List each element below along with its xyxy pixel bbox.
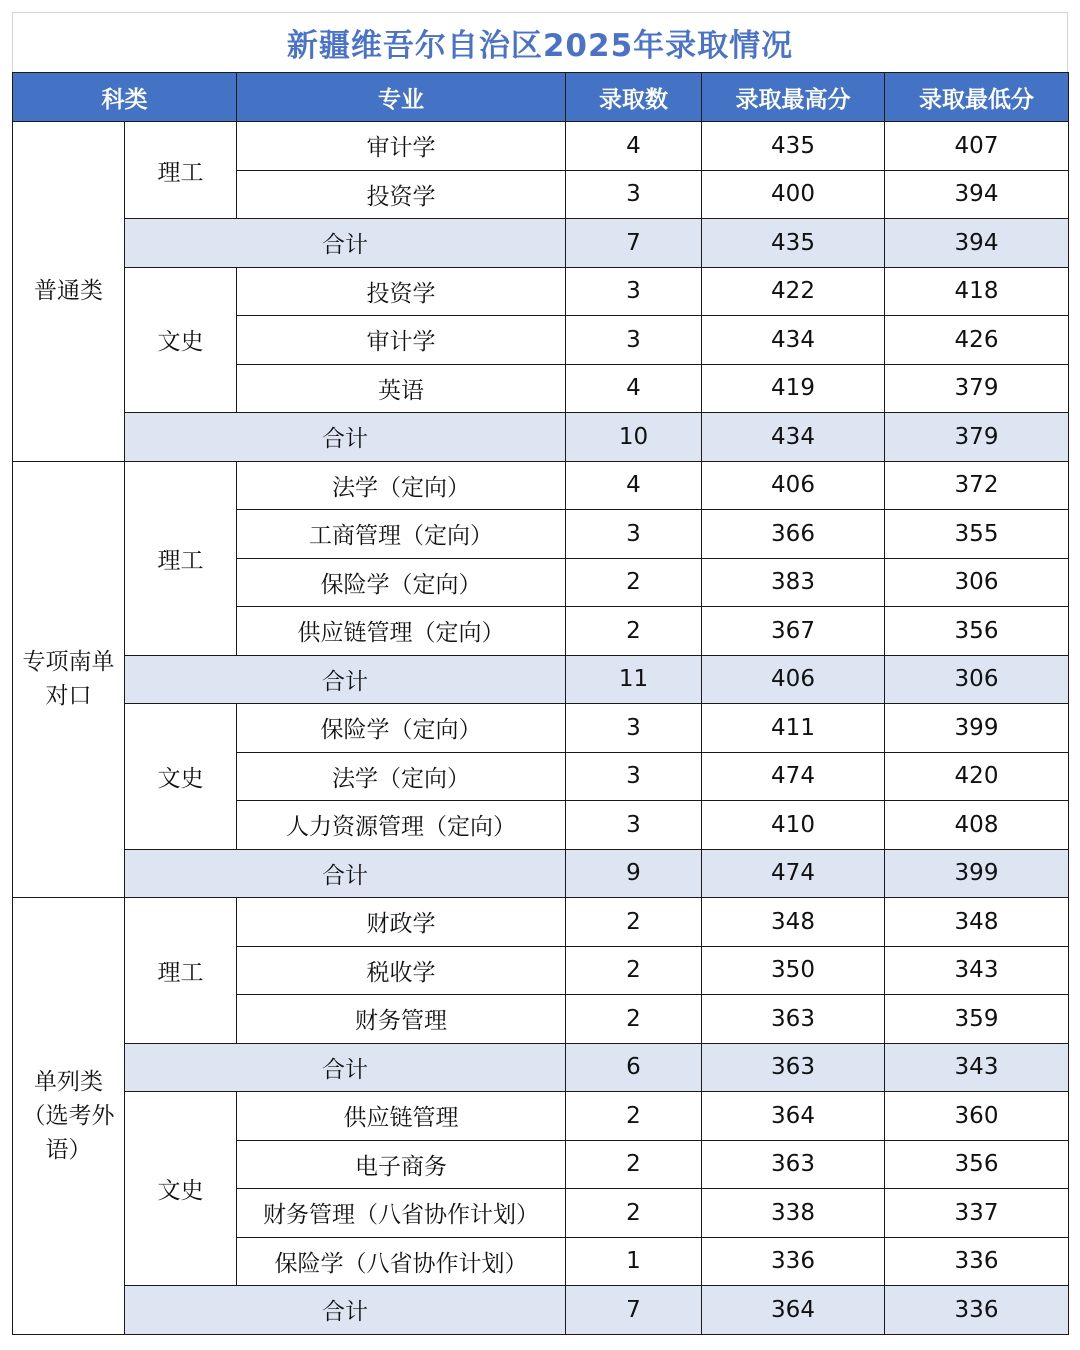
total-count-cell: 11 (566, 655, 702, 704)
min-score-cell: 394 (885, 170, 1069, 219)
min-score-cell: 399 (885, 704, 1069, 753)
header-min-score: 录取最低分 (885, 73, 1069, 122)
count-cell: 3 (566, 510, 702, 559)
page-title: 新疆维吾尔自治区2025年录取情况 (12, 12, 1068, 72)
total-row (13, 655, 1069, 704)
total-label: 合计 (125, 413, 566, 462)
major-cell: 税收学 (237, 946, 566, 995)
total-min-cell: 306 (885, 655, 1069, 704)
major-cell: 审计学 (237, 316, 566, 365)
max-score-cell: 400 (702, 170, 885, 219)
major-cell: 人力资源管理（定向） (237, 801, 566, 850)
min-score-cell: 343 (885, 946, 1069, 995)
max-score-cell: 410 (702, 801, 885, 850)
total-min-cell: 394 (885, 219, 1069, 268)
max-score-cell: 406 (702, 461, 885, 510)
track-cell: 文史 (125, 704, 237, 850)
max-score-cell: 364 (702, 1092, 885, 1141)
major-cell: 投资学 (237, 267, 566, 316)
count-cell: 2 (566, 946, 702, 995)
max-score-cell: 363 (702, 995, 885, 1044)
major-cell: 财务管理 (237, 995, 566, 1044)
total-row (13, 1286, 1069, 1335)
max-score-cell: 434 (702, 316, 885, 365)
total-label: 合计 (125, 219, 566, 268)
count-cell: 2 (566, 1092, 702, 1141)
track-cell: 文史 (125, 1092, 237, 1286)
min-score-cell: 356 (885, 607, 1069, 656)
track-cell: 理工 (125, 898, 237, 1044)
total-min-cell: 399 (885, 849, 1069, 898)
total-max-cell: 474 (702, 849, 885, 898)
max-score-cell: 411 (702, 704, 885, 753)
total-label: 合计 (125, 1043, 566, 1092)
max-score-cell: 383 (702, 558, 885, 607)
max-score-cell: 350 (702, 946, 885, 995)
max-score-cell: 474 (702, 752, 885, 801)
min-score-cell: 355 (885, 510, 1069, 559)
header-major: 专业 (237, 73, 566, 122)
major-cell: 审计学 (237, 122, 566, 171)
total-row (13, 849, 1069, 898)
major-cell: 保险学（定向） (237, 704, 566, 753)
category-cell: 单列类（选考外语） (13, 898, 125, 1335)
table-row (13, 1092, 1069, 1141)
table-row (13, 704, 1069, 753)
total-min-cell: 379 (885, 413, 1069, 462)
header-row (13, 73, 1069, 122)
count-cell: 2 (566, 898, 702, 947)
min-score-cell: 336 (885, 1237, 1069, 1286)
min-score-cell: 379 (885, 364, 1069, 413)
total-max-cell: 364 (702, 1286, 885, 1335)
major-cell: 保险学（八省协作计划） (237, 1237, 566, 1286)
min-score-cell: 360 (885, 1092, 1069, 1141)
min-score-cell: 372 (885, 461, 1069, 510)
total-count-cell: 7 (566, 219, 702, 268)
total-min-cell: 336 (885, 1286, 1069, 1335)
header-category: 科类 (13, 73, 237, 122)
major-cell: 电子商务 (237, 1140, 566, 1189)
total-max-cell: 363 (702, 1043, 885, 1092)
total-max-cell: 434 (702, 413, 885, 462)
count-cell: 2 (566, 607, 702, 656)
table-row (13, 898, 1069, 947)
major-cell: 供应链管理 (237, 1092, 566, 1141)
min-score-cell: 306 (885, 558, 1069, 607)
major-cell: 工商管理（定向） (237, 510, 566, 559)
count-cell: 4 (566, 122, 702, 171)
table-body (13, 122, 1069, 1335)
count-cell: 3 (566, 752, 702, 801)
table-row (13, 267, 1069, 316)
header-count: 录取数 (566, 73, 702, 122)
min-score-cell: 408 (885, 801, 1069, 850)
total-max-cell: 435 (702, 219, 885, 268)
max-score-cell: 367 (702, 607, 885, 656)
total-label: 合计 (125, 849, 566, 898)
major-cell: 财政学 (237, 898, 566, 947)
min-score-cell: 337 (885, 1189, 1069, 1238)
max-score-cell: 338 (702, 1189, 885, 1238)
min-score-cell: 418 (885, 267, 1069, 316)
max-score-cell: 419 (702, 364, 885, 413)
min-score-cell: 426 (885, 316, 1069, 365)
admission-table (12, 72, 1069, 1335)
count-cell: 2 (566, 558, 702, 607)
major-cell: 供应链管理（定向） (237, 607, 566, 656)
total-count-cell: 7 (566, 1286, 702, 1335)
admission-table-card (12, 12, 1068, 1335)
major-cell: 英语 (237, 364, 566, 413)
category-cell: 普通类 (13, 122, 125, 462)
track-cell: 理工 (125, 122, 237, 219)
max-score-cell: 435 (702, 122, 885, 171)
min-score-cell: 420 (885, 752, 1069, 801)
header-max-score: 录取最高分 (702, 73, 885, 122)
max-score-cell: 366 (702, 510, 885, 559)
category-cell: 专项南单对口 (13, 461, 125, 898)
track-cell: 理工 (125, 461, 237, 655)
total-count-cell: 9 (566, 849, 702, 898)
major-cell: 投资学 (237, 170, 566, 219)
total-min-cell: 343 (885, 1043, 1069, 1092)
max-score-cell: 363 (702, 1140, 885, 1189)
total-row (13, 1043, 1069, 1092)
max-score-cell: 348 (702, 898, 885, 947)
total-row (13, 413, 1069, 462)
max-score-cell: 336 (702, 1237, 885, 1286)
table-row (13, 122, 1069, 171)
total-count-cell: 10 (566, 413, 702, 462)
total-row (13, 219, 1069, 268)
total-label: 合计 (125, 1286, 566, 1335)
count-cell: 4 (566, 364, 702, 413)
min-score-cell: 359 (885, 995, 1069, 1044)
count-cell: 1 (566, 1237, 702, 1286)
count-cell: 3 (566, 267, 702, 316)
total-label: 合计 (125, 655, 566, 704)
major-cell: 法学（定向） (237, 752, 566, 801)
min-score-cell: 348 (885, 898, 1069, 947)
major-cell: 保险学（定向） (237, 558, 566, 607)
total-max-cell: 406 (702, 655, 885, 704)
count-cell: 2 (566, 995, 702, 1044)
major-cell: 财务管理（八省协作计划） (237, 1189, 566, 1238)
count-cell: 3 (566, 801, 702, 850)
major-cell: 法学（定向） (237, 461, 566, 510)
count-cell: 3 (566, 704, 702, 753)
min-score-cell: 356 (885, 1140, 1069, 1189)
count-cell: 3 (566, 170, 702, 219)
count-cell: 2 (566, 1189, 702, 1238)
total-count-cell: 6 (566, 1043, 702, 1092)
count-cell: 2 (566, 1140, 702, 1189)
count-cell: 3 (566, 316, 702, 365)
min-score-cell: 407 (885, 122, 1069, 171)
table-row (13, 461, 1069, 510)
count-cell: 4 (566, 461, 702, 510)
max-score-cell: 422 (702, 267, 885, 316)
track-cell: 文史 (125, 267, 237, 413)
